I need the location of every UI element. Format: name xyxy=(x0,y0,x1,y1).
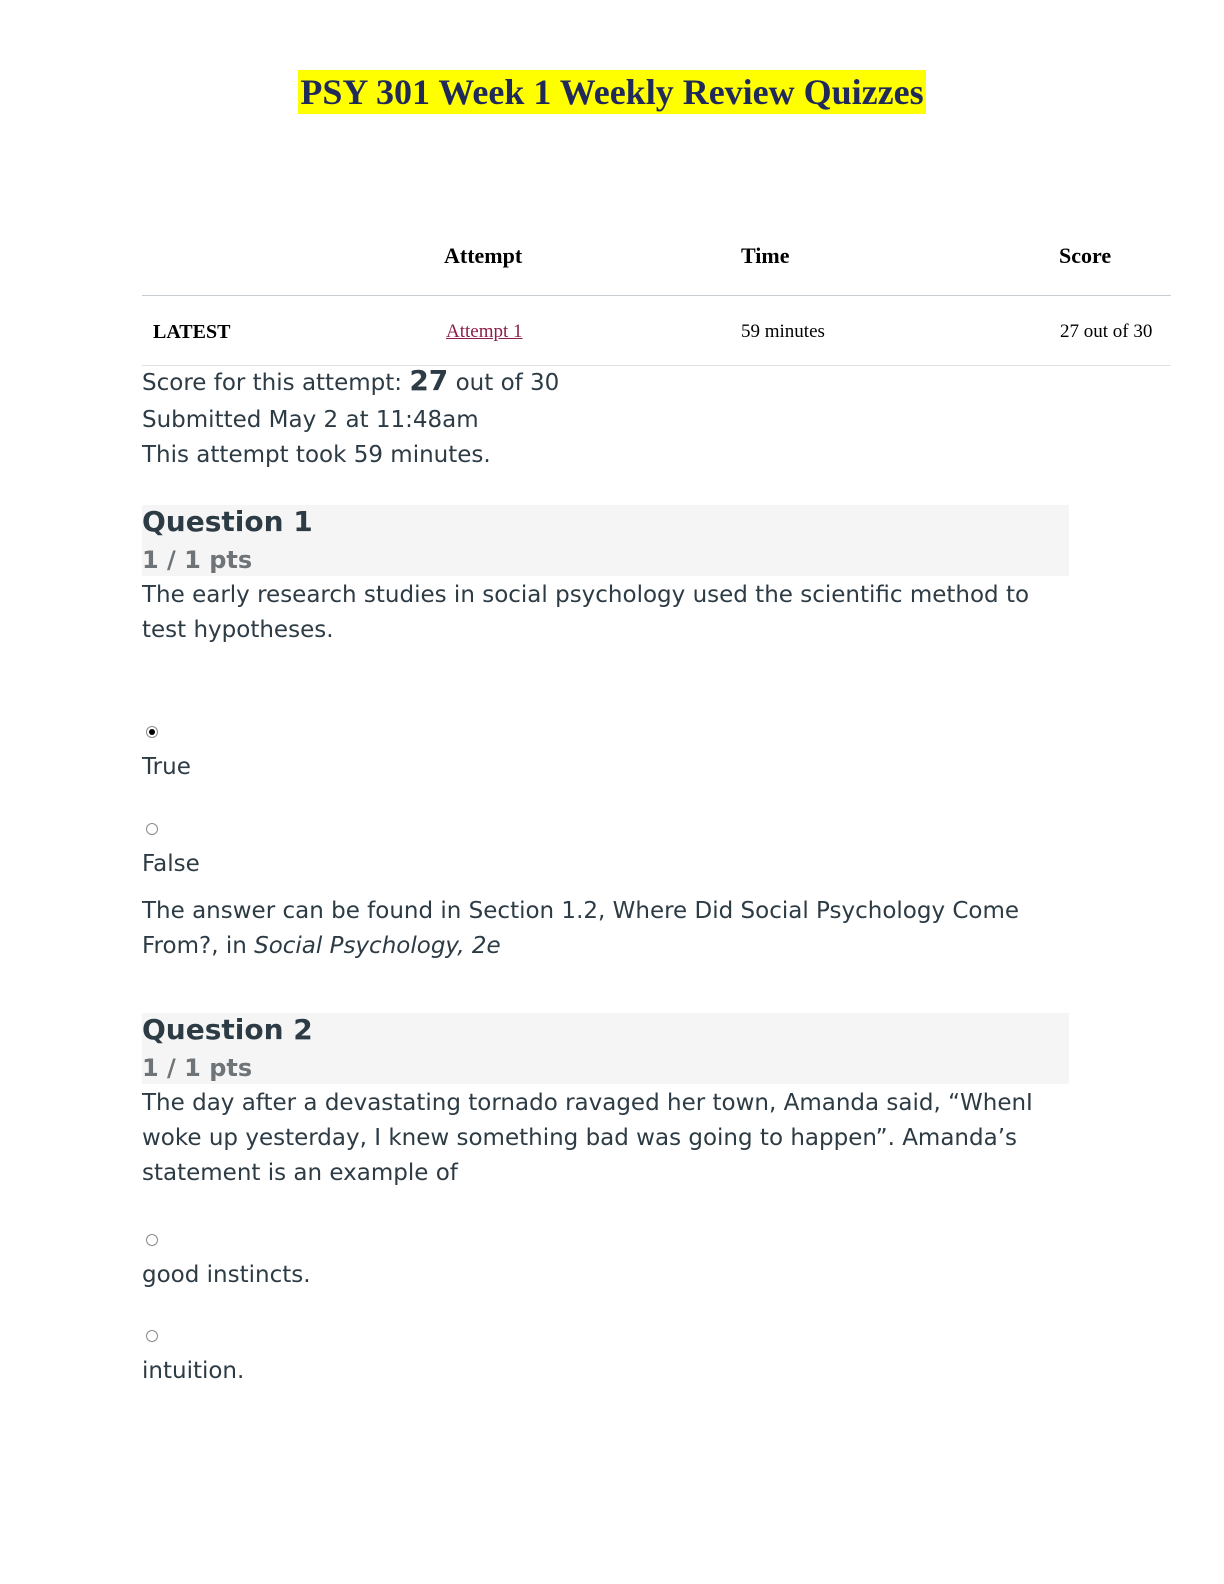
question-1-comment xyxy=(142,894,1072,964)
score-suffix: out of 30 xyxy=(448,370,560,396)
radio-false[interactable] xyxy=(146,823,158,835)
answer-true-label: True xyxy=(142,754,191,780)
question-1-header xyxy=(142,505,1069,576)
header-score: Score xyxy=(1059,243,1112,268)
latest-label: LATEST xyxy=(153,321,231,343)
table-row xyxy=(142,296,1171,366)
radio-intuition[interactable] xyxy=(146,1330,158,1342)
question-1-points: 1 / 1 pts xyxy=(142,546,253,574)
radio-true[interactable] xyxy=(146,726,158,738)
radio-good-instincts[interactable] xyxy=(146,1234,158,1246)
comment-book-title: Social Psychology, 2e xyxy=(254,933,501,959)
attempt-link[interactable]: Attempt 1 xyxy=(446,321,523,342)
title-container xyxy=(0,70,1224,114)
duration-text: This attempt took 59 minutes. xyxy=(142,442,491,468)
question-1-text: The early research studies in social psychology used the scientific method to test hypotheses. xyxy=(142,582,1030,643)
question-2-text: The day after a devastating tornado ravaged her town, Amanda said, “WhenI woke up yesterday, I knew something bad was going to happen”. Amanda’s statement is an example of xyxy=(142,1090,1033,1186)
answer-good-instincts-label: good instincts. xyxy=(142,1262,311,1288)
answer-intuition-label: intuition. xyxy=(142,1358,245,1384)
question-2-points: 1 / 1 pts xyxy=(142,1054,253,1082)
header-attempt: Attempt xyxy=(444,243,523,268)
attempt-time: 59 minutes xyxy=(741,321,825,342)
attempt-score: 27 out of 30 xyxy=(1060,321,1153,342)
attempts-table xyxy=(142,225,1171,366)
score-prefix: Score for this attempt: xyxy=(142,370,410,396)
header-time: Time xyxy=(741,243,790,268)
question-2-title: Question 2 xyxy=(142,1013,313,1046)
attempts-table-header xyxy=(142,225,1171,296)
submitted-text: Submitted May 2 at 11:48am xyxy=(142,407,479,433)
question-1-title: Question 1 xyxy=(142,505,313,538)
answer-false-label: False xyxy=(142,851,200,877)
comment-text: The answer can be found in Section 1.2, Where Did Social Psychology Come From?, in xyxy=(142,898,1020,959)
score-summary xyxy=(142,366,559,398)
page-title: PSY 301 Week 1 Weekly Review Quizzes xyxy=(300,72,924,112)
score-value: 27 xyxy=(409,364,449,397)
question-2-header xyxy=(142,1013,1069,1084)
